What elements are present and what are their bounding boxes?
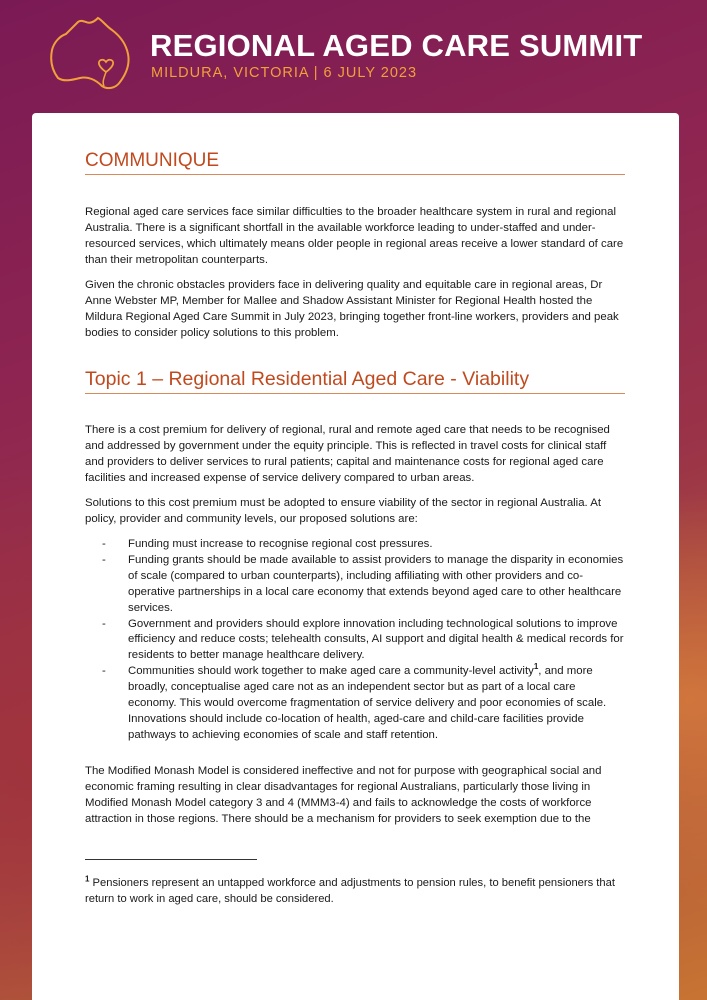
communique-heading: COMMUNIQUE — [85, 150, 625, 175]
list-item-text: Funding must increase to recognise regional cost pressures. — [128, 538, 433, 550]
footnote-marker: 1 — [85, 874, 90, 884]
list-item-text: Government and providers should explore innovation including technological solutions to improve efficiency and reduce costs; telehealth consults, AI support and digital health & medical records for residents to better manage healthcare delivery. — [128, 617, 624, 662]
list-item — [85, 553, 625, 617]
australia-map-heart-icon — [48, 16, 134, 92]
footnote-text: Pensioners represent an untapped workforce and adjustments to pension rules, to benefit pensioners that return to work in aged care, should be considered. — [85, 877, 615, 905]
header-banner — [0, 0, 707, 110]
summit-title: REGIONAL AGED CARE SUMMIT — [150, 28, 643, 63]
monash-model-paragraph: The Modified Monash Model is considered ineffective and not for purpose with geographical social and economic framing resulting in clear disadvantages for regional Australians, particularly those living in Modified Monash Model category 3 and 4 (MMM3-4) and fails to acknowledge the costs of workforce attraction in those regions. There should be a mechanism for providers to seek exemption due to the — [85, 765, 602, 825]
document-page — [32, 113, 679, 1000]
summit-subtitle: MILDURA, VICTORIA | 6 JULY 2023 — [151, 65, 418, 81]
bullet-dash: - — [102, 617, 106, 630]
footnote — [85, 875, 625, 907]
solutions-list — [85, 537, 625, 744]
topic1-paragraph-1: There is a cost premium for delivery of regional, rural and remote aged care that needs to be recognised and addressed by government under the equity principle. This is reflected in travel costs for clinical staff and providers to deliver services to rural patients; capital and maintenance costs for regional aged care facilities and increased expense of service delivery compared to urban areas. — [85, 424, 610, 484]
list-item-text-start: Communities should work together to make aged care a community-level activity — [128, 665, 534, 678]
communique-paragraph-2: Given the chronic obstacles providers face in delivering quality and equitable care in regional areas, Dr Anne Webster MP, Member for Mallee and Shadow Assistant Minister for Regional Health hosted the Mildura Regional Aged Care Summit in July 2023, bringing together front-line workers, providers and peak bodies to consider policy solutions to this problem. — [85, 279, 619, 339]
footnote-reference[interactable]: 1 — [533, 662, 539, 672]
list-item-text-end: , and more broadly, conceptualise aged care not as an independent sector but as part of a local care economy. This would overcome fragmentation of service delivery and poor economies of scale. Innovations should include co-location of health, aged-care and child-care facilities provide pathways to achieving economies of scale and staff retention. — [128, 665, 607, 741]
topic1-paragraph-2: Solutions to this cost premium must be adopted to ensure viability of the sector in regional Australia. At policy, provider and community levels, our proposed solutions are: — [85, 497, 602, 525]
footnote-divider — [85, 859, 257, 860]
bullet-dash: - — [102, 538, 106, 550]
bullet-dash: - — [102, 553, 106, 566]
communique-paragraph-1: Regional aged care services face similar difficulties to the broader healthcare system in rural and regional Australia. There is a significant shortfall in the available workforce leading to under-staffed and under-resourced services, which ultimately means older people in regional areas receive a lower standard of care than their metropolitan counterparts. — [85, 206, 624, 266]
list-item-text: Funding grants should be made available to assist providers to manage the disparity in economies of scale (compared to urban counterparts), including affiliating with other providers and co-operative partnerships in a local care economy that extends beyond aged care to other healthcare services. — [128, 553, 624, 614]
list-item — [85, 537, 625, 553]
list-item — [85, 617, 625, 665]
bullet-dash: - — [102, 665, 106, 678]
topic1-heading: Topic 1 – Regional Residential Aged Care - Viability — [85, 368, 625, 394]
list-item — [85, 664, 625, 744]
